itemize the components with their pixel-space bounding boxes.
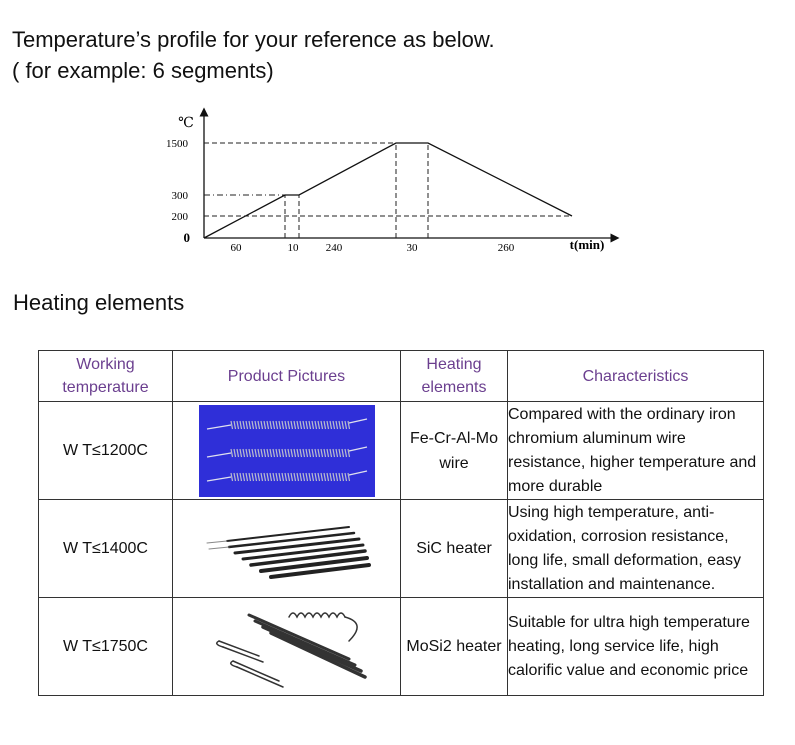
segment-label: 260 [497,242,515,254]
segment-label: 30 [406,242,418,254]
table-header-row [39,351,764,402]
heating-element-name: Fe-Cr-Al-Mo wire [401,402,508,500]
y-tick-label: 200 [171,211,188,223]
mosi2-heater-image [199,601,375,693]
segment-label: 240 [325,242,343,254]
header-product-pictures: Product Pictures [173,351,401,402]
element-characteristics: Suitable for ultra high temperature heating, long service life, high calorific value and economic price [508,598,764,696]
sic-heater-image [199,509,375,589]
product-picture [173,500,401,598]
element-characteristics: Using high temperature, anti-oxidation, corrosion resistance, long life, small deformation, easy installation and maintenance. [508,500,764,598]
table-row [39,500,764,598]
intro-line-1: Temperature’s profile for your reference as below. [12,27,495,52]
table-row [39,598,764,696]
header-characteristics: Characteristics [508,351,764,402]
y-tick-label: 300 [171,190,188,202]
temperature-profile-line [204,143,572,238]
working-temperature: W T≤1750C [39,598,173,696]
intro-line-2: ( for example: 6 segments) [12,58,274,83]
temperature-profile-chart [160,105,630,260]
header-heating-elements: Heating elements [401,351,508,402]
section-title: Heating elements [13,290,185,315]
segment-label: 10 [287,242,299,254]
y-tick-label: 0 [183,230,190,245]
fecral-wire-image [199,405,375,497]
product-picture [173,598,401,696]
heating-element-name: SiC heater [401,500,508,598]
element-characteristics: Compared with the ordinary iron chromium aluminum wire resistance, higher temperature and more durable [508,402,764,500]
header-working-temperature: Working temperature [39,351,173,402]
y-tick-label: 1500 [166,138,188,150]
working-temperature: W T≤1200C [39,402,173,500]
product-picture [173,402,401,500]
x-axis-label: t(min) [569,237,605,252]
y-axis-label: ℃ [178,116,194,131]
segment-label: 60 [230,242,242,254]
heating-element-name: MoSi2 heater [401,598,508,696]
heating-elements-table [38,350,764,696]
intro-text [12,24,495,86]
table-row [39,402,764,500]
working-temperature: W T≤1400C [39,500,173,598]
